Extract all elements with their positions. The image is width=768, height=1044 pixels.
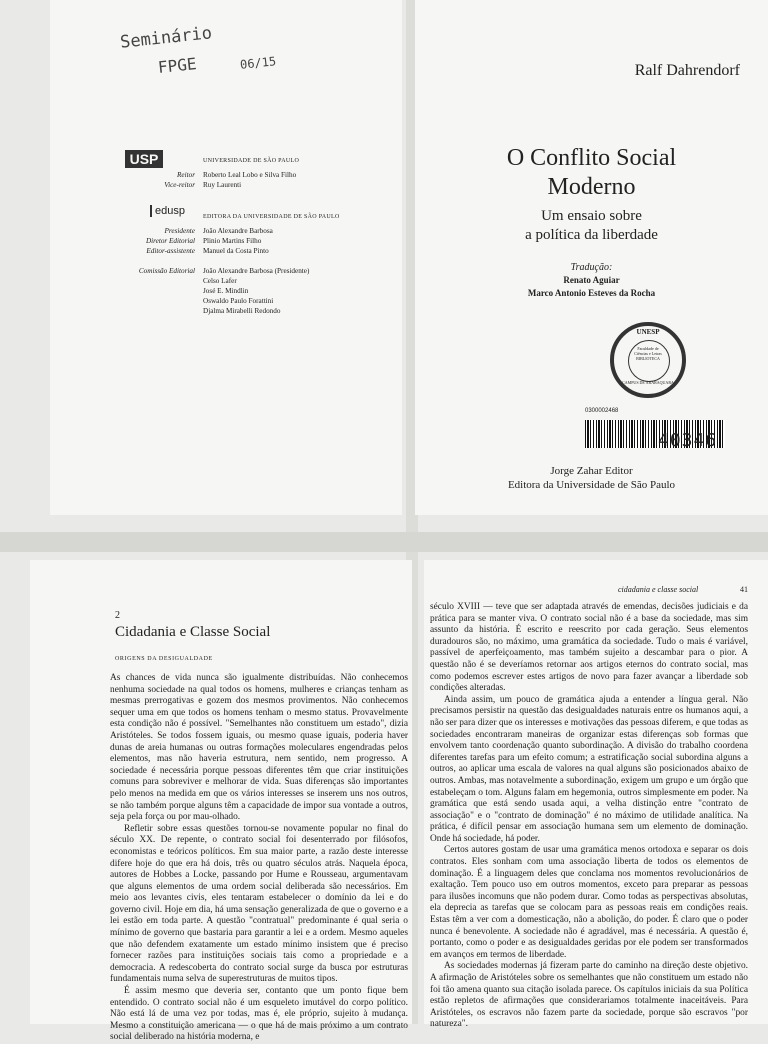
edusp-role-1: Diretor Editorial: [145, 237, 195, 245]
comissao-member: João Alexandre Barbosa (Presidente): [203, 267, 310, 275]
paragraph: As chances de vida nunca são igualmente distribuídas. Não conhecemos nenhuma sociedade na qual todos os homens, mulheres e crianças tenham as mesmas prerrogativas e gozem dos mesmos provimentos. Não conhecemos sequer uma em que todos os homens tenham o mesmo status. Provavelmente esta condição não é possível. "Semelhantes não constituem um estado", dizia Aristóteles. Se todos fossem iguais, ou mesmo quase iguais, poderia haver dunas de areia humanas ou outras formações moleculares engendradas pelos elementos, mas não haveria estrutura, nem sentido, nem progresso. A sociedade é necessária porque pessoas diferentes têm que criar instituições comuns para sobreviver e melhorar de vida. Suas diferenças são importantes pelo menos na medida em que os vários interesses se inserem uns nos outros, se não também porque alguns têm a capacidade de impor sua vontade a outros, seja pela força ou por mau-olhado.: [110, 673, 408, 823]
seal-center-text: Faculdade de Ciências e Letras BIBLIOTECA: [634, 346, 662, 361]
comissao-member: José E. Mindlin: [203, 287, 249, 295]
library-seal: [610, 322, 686, 398]
edusp-role-2: Editor-assistente: [146, 247, 195, 255]
stamp-number: 40346: [658, 430, 718, 451]
edusp-name-2: Manuel da Costa Pinto: [203, 247, 269, 255]
author: Ralf Dahrendorf: [634, 62, 740, 79]
running-head: cidadania e classe social: [618, 585, 699, 594]
handwritten-date: 06/15: [239, 54, 277, 72]
subtitle-line1: Um ensaio sobre: [541, 208, 642, 224]
translator-2: Marco Antonio Esteves da Rocha: [527, 288, 656, 298]
handwritten-code: FPGE: [157, 54, 198, 77]
scan-divider: [0, 532, 768, 552]
paragraph: século XVIII — teve que ser adaptada através de emendas, decisões judiciais e da prática para se manter viva. O contrato social não é a base da sociedade, mas sim assunto da história. É escrito e reescrito por cada geração. Seus elementos duradouros são, no máximo, uma gramática da sociedade. Tudo o mais é variável, passível de aperfeiçoamento, mas também sujeito a descambar para o pior. A questão não é se deveríamos retornar aos artigos eternos do contrato social, mas como podemos escrever estes artigos de novo para fazer avançar a liberdade sob condições alteradas.: [430, 602, 748, 694]
section-heading: ORIGENS DA DESIGUALDADE: [115, 656, 213, 662]
barcode-number: 0300002468: [585, 408, 619, 414]
page-number: 41: [740, 585, 748, 594]
publisher-2: Editora da Universidade de São Paulo: [507, 479, 676, 491]
paragraph: Ainda assim, um pouco de gramática ajuda a entender a língua geral. Não precisamos persistir na questão das desigualdades naturais entre os humanos aqui, a não ser para dizer que os interesses e motivações das pessoas diferem, e que todas as sociedades encontraram maneiras de organizar estas diferenças sob formas que envolvem tanto coordenação quanto subordinação. A divisão do trabalho coordena diferentes tarefas para um efeito comum; a estratificação social subordina alguns a outros, ao aplicar uma escala de valores na qual alguns são posicionados abaixo de outros. Ambas, mas notavelmente a subordinação, exigem um grupo e um órgão que estabeleçam o tom. Alguns falam em hegemonia, outros simplesmente em poder. Na gramática que está sendo usada aqui, a velha distinção entre "contrato de associação" e o "contrato de dominação" é no máximo de utilidade analítica. Na prática, é difícil pensar em associação humana sem um elemento de dominação. Onde há sociedade, há poder.: [430, 694, 748, 844]
paragraph: Refletir sobre essas questões tornou-se novamente popular no final do século XX. De repente, o contrato social foi desenterrado por filósofos, economistas e teóricos políticos. Em sua maior parte, a razão deste interesse difere hoje do que era há dois, três ou quatro séculos atrás. Naquela época, autores de Hobbes a Locke, passando por Hume e Rousseau, argumentavam que alguns elementos de uma ordem social deliberada são necessários. Em meio aos levantes civis, eles tentaram estabelecer o domínio da lei e do governo civil. Hoje em dia, há uma sensação generalizada de que o governo e a lei estão em toda parte. A questão "contratual" predominante é qual seria o mínimo de governo que bastaria para garantir a lei e a ordem. Mesmo aqueles que não defendem exatamente um estado mínimo insistem que é preciso fornecer razões para instituições sociais tais como a propriedade e a democracia. A redescoberta do contrato social surge da busca por estruturas fundamentais numa selva de superestruturas de muitos tipos.: [110, 823, 408, 985]
title-page: [415, 0, 768, 515]
page-body: [430, 602, 748, 1030]
paragraph: Certos autores gostam de usar uma gramática menos ortodoxa e separar os dois contratos. Eles sonham com uma associação liberta de todos os elementos de dominação. É a linguagem deles que conclama nos momentos revolucionários de exaltação. Tem pouco uso em outros momentos, exceto para preparar as pessoas para ilusões incomuns que não podem durar. Como todas as perspectivas absolutas, ela deprecia as tarefas que se colocam para as pessoas reais em condições reais. Estas têm a ver com a domesticação, não a abolição, do poder. É claro que o poder nunca é benevolente. A sociedade não é agradável, mas é necessária. A questão é, portanto, como o poder e as desigualdades geridas por ele podem ser transformados em avanços em termos de liberdade.: [430, 845, 748, 960]
edusp-name-1: Plinio Martins Filho: [203, 237, 262, 245]
usp-name-0: Roberto Leal Lobo e Silva Filho: [203, 171, 297, 179]
edusp-name-0: João Alexandre Barbosa: [203, 227, 273, 235]
comissao-member: Oswaldo Paulo Forattini: [203, 297, 274, 305]
usp-logo: USP: [125, 150, 163, 168]
comissao-member: Celso Lafer: [203, 277, 237, 285]
book-title-line2: Moderno: [547, 174, 636, 200]
paragraph: As sociedades modernas já fizeram parte do caminho na direção deste objetivo. A afirmação de Aristóteles sobre os semelhantes que não constituem um estado não foi tão amena quanto sua citação isolada parece. Os capítulos iniciais da sua Política estão repletos de afirmações que considerariamos totalmente inaceitáveis. Para Aristóteles, os escravos não fazem parte da sociedade, porque são escravos "por natureza".: [430, 961, 748, 1030]
chapter-page: [30, 560, 412, 1043]
chapter-number: 2: [115, 610, 120, 621]
subtitle-line2: a política da liberdade: [525, 227, 658, 243]
paragraph: É assim mesmo que deveria ser, contanto que um ponto fique bem entendido. O contrato social não é um esqueleto imutável do corpo político. Não está lá de uma vez por todas, mas é, ele próprio, sujeito à mudança. Mesmo a constituição americana — o que há de mais próximo a um contrato social deliberado na história moderna, e: [110, 986, 408, 1043]
usp-name-1: Ruy Laurenti: [203, 181, 242, 189]
chapter-body: [110, 673, 408, 1043]
edusp-editora: EDITORA DA UNIVERSIDADE DE SÃO PAULO: [203, 214, 340, 220]
edusp-role-0: Presidente: [164, 227, 195, 235]
seal-top-text: UNESP: [636, 328, 660, 336]
translator-1: Renato Aguiar: [563, 275, 620, 285]
seal-ring-text: CAMPUS DE ARARAQUARA: [622, 380, 674, 385]
handwritten-note: Seminário: [119, 23, 213, 53]
comissao-role: Comissão Editorial: [138, 267, 195, 275]
text-page: [424, 560, 768, 1030]
usp-university: UNIVERSIDADE DE SÃO PAULO: [203, 158, 300, 164]
edusp-logo: edusp: [150, 205, 185, 217]
book-title-line1: O Conflito Social: [506, 145, 677, 171]
usp-role-0: Reitor: [177, 171, 195, 179]
usp-role-1: Vice-reitor: [164, 181, 195, 189]
credits-page: [50, 0, 402, 515]
chapter-title: Cidadania e Classe Social: [115, 624, 271, 640]
publisher-1: Jorge Zahar Editor: [550, 465, 633, 477]
comissao-member: Djalma Mirabelli Redondo: [203, 307, 281, 315]
translation-label: Tradução:: [570, 262, 613, 273]
